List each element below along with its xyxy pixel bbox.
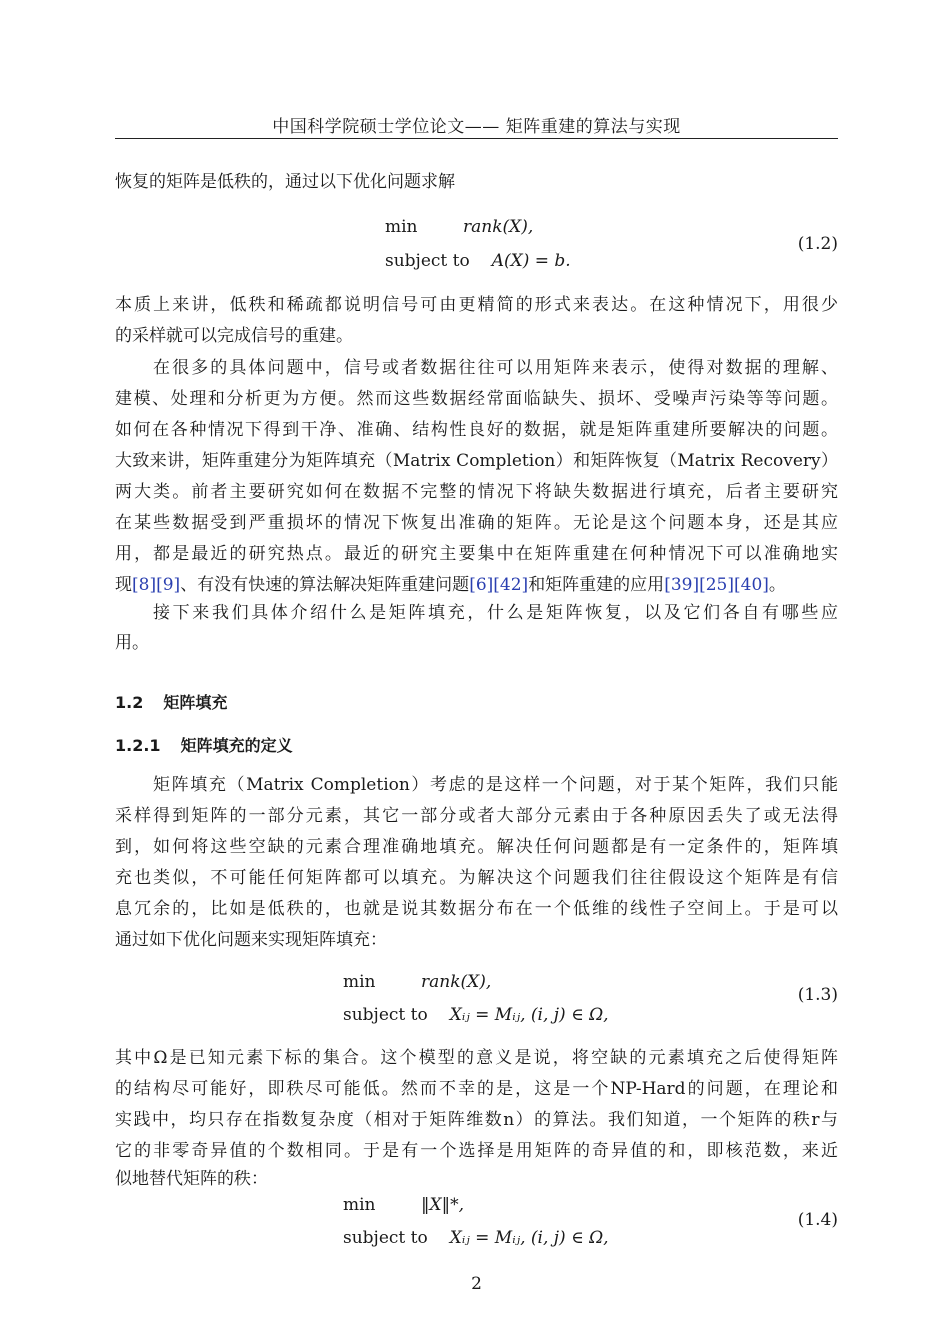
section-heading-1-2	[115, 690, 227, 713]
paragraph-5-line-1: 其中Ω是已知元素下标的集合。这个模型的意义是说，将空缺的元素填充之后使得矩阵	[115, 1048, 838, 1068]
citation-link[interactable]: [25]	[699, 575, 734, 595]
page-number: 2	[471, 1274, 482, 1294]
eq13-objective: rank(X),	[421, 972, 492, 992]
equation-1-2-row-1	[385, 210, 533, 244]
paragraph-5-line-5: 似地替代矩阵的秩：	[115, 1169, 268, 1189]
paragraph-1-line-1: 本质上来讲，低秩和稀疏都说明信号可由更精简的形式来表达。在这种情况下，用很少	[115, 295, 838, 315]
eq13-constraint: Xᵢⱼ = Mᵢⱼ, (i, j) ∈ Ω,	[449, 1005, 609, 1025]
eq12-constraint: A(X) = b.	[491, 251, 571, 271]
paragraph-3-line-2: 用。	[115, 633, 149, 653]
section-heading-1-2-1	[115, 733, 293, 756]
paragraph-4-line-3: 到，如何将这些空缺的元素合理准确地填充。解决任何问题都是有一定条件的，矩阵填	[115, 837, 838, 857]
citation-link[interactable]: [39]	[664, 575, 700, 595]
section-title: 矩阵填充的定义	[180, 736, 293, 755]
paragraph-2-line-3: 如何在各种情况下得到干净、准确、结构性良好的数据，就是矩阵重建所要解决的问题。	[115, 420, 838, 440]
paragraph-2-line-2: 建模、处理和分析更为方便。然而这些数据经常面临缺失、损坏、受噪声污染等等问题。	[115, 389, 838, 409]
equation-1-4-row-1	[343, 1188, 464, 1222]
eq12-min: min	[385, 217, 418, 237]
citation-link[interactable]: [40]	[734, 575, 769, 595]
paragraph-5-line-4: 它的非零奇异值的个数相同。于是有一个选择是用矩阵的奇异值的和，即核范数，来近	[115, 1141, 838, 1161]
citation-link[interactable]: [8]	[132, 575, 157, 595]
text-segment: 。	[768, 575, 786, 595]
paragraph-4-line-6: 通过如下优化问题来实现矩阵填充：	[115, 930, 387, 950]
text-segment: 和矩阵重建的应用	[528, 575, 665, 595]
citation-link[interactable]: [6]	[469, 575, 494, 595]
citation-link[interactable]: [9]	[156, 575, 181, 595]
paragraph-2-line-4: 大致来讲，矩阵重建分为矩阵填充（Matrix Completion）和矩阵恢复（Matrix Recovery）	[115, 451, 838, 471]
eq12-objective: rank(X),	[463, 217, 534, 237]
eq13-min: min	[343, 972, 376, 992]
text-segment: 现	[115, 575, 132, 595]
paragraph-5-line-3: 实践中，均只存在指数复杂度（相对于矩阵维数n）的算法。我们知道，一个矩阵的秩r与	[115, 1110, 838, 1130]
paragraph-1-line-2: 的采样就可以完成信号的重建。	[115, 326, 353, 346]
equation-number-1-2: (1.2)	[797, 234, 838, 254]
header-rule	[115, 138, 838, 139]
equation-1-3-row-1	[343, 965, 491, 999]
running-header: 中国科学院硕士学位论文—— 矩阵重建的算法与实现	[272, 117, 681, 137]
eq14-constraint: Xᵢⱼ = Mᵢⱼ, (i, j) ∈ Ω,	[449, 1228, 609, 1248]
eq14-subject-to: subject to	[343, 1228, 428, 1248]
section-number: 1.2.1	[115, 736, 161, 755]
equation-1-3-row-2	[343, 998, 609, 1032]
paragraph-4-line-1: 矩阵填充（Matrix Completion）考虑的是这样一个问题，对于某个矩阵，我们只能	[153, 775, 838, 795]
paragraph-0-line-1: 恢复的矩阵是低秩的，通过以下优化问题求解	[115, 172, 455, 192]
equation-number-1-4: (1.4)	[797, 1210, 838, 1230]
eq13-subject-to: subject to	[343, 1005, 428, 1025]
paragraph-2-line-8	[115, 570, 838, 601]
paragraph-4-line-4: 充也类似，不可能任何矩阵都可以填充。为解决这个问题我们往往假设这个矩阵是有信	[115, 868, 838, 888]
paragraph-2-line-5: 两大类。前者主要研究如何在数据不完整的情况下将缺失数据进行填充，后者主要研究	[115, 482, 838, 502]
eq12-subject-to: subject to	[385, 251, 470, 271]
paragraph-2-line-7: 用，都是最近的研究热点。最近的研究主要集中在矩阵重建在何种情况下可以准确地实	[115, 544, 838, 564]
paragraph-5-line-2: 的结构尽可能好，即秩尽可能低。然而不幸的是，这是一个NP-Hard的问题，在理论和	[115, 1079, 838, 1099]
citation-link[interactable]: [42]	[493, 575, 529, 595]
paragraph-4-line-5: 息冗余的，比如是低秩的，也就是说其数据分布在一个低维的线性子空间上。于是可以	[115, 899, 838, 919]
equation-1-4-row-2	[343, 1221, 609, 1255]
eq14-min: min	[343, 1195, 376, 1215]
text-segment: 、有没有快速的算法解决矩阵重建问题	[180, 575, 470, 595]
section-number: 1.2	[115, 693, 144, 712]
paragraph-3-line-1: 接下来我们具体介绍什么是矩阵填充，什么是矩阵恢复，以及它们各自有哪些应	[153, 603, 838, 623]
equation-number-1-3: (1.3)	[797, 985, 838, 1005]
equation-1-2-row-2	[385, 244, 571, 278]
paragraph-4-line-2: 采样得到矩阵的一部分元素，其它一部分或者大部分元素由于各种原因丢失了或无法得	[115, 806, 838, 826]
section-title: 矩阵填充	[163, 693, 228, 712]
paragraph-2-line-6: 在某些数据受到严重损坏的情况下恢复出准确的矩阵。无论是这个问题本身，还是其应	[115, 513, 838, 533]
eq14-objective: ‖X‖*,	[421, 1195, 465, 1215]
paragraph-2-line-1: 在很多的具体问题中，信号或者数据往往可以用矩阵来表示，使得对数据的理解、	[153, 358, 838, 378]
